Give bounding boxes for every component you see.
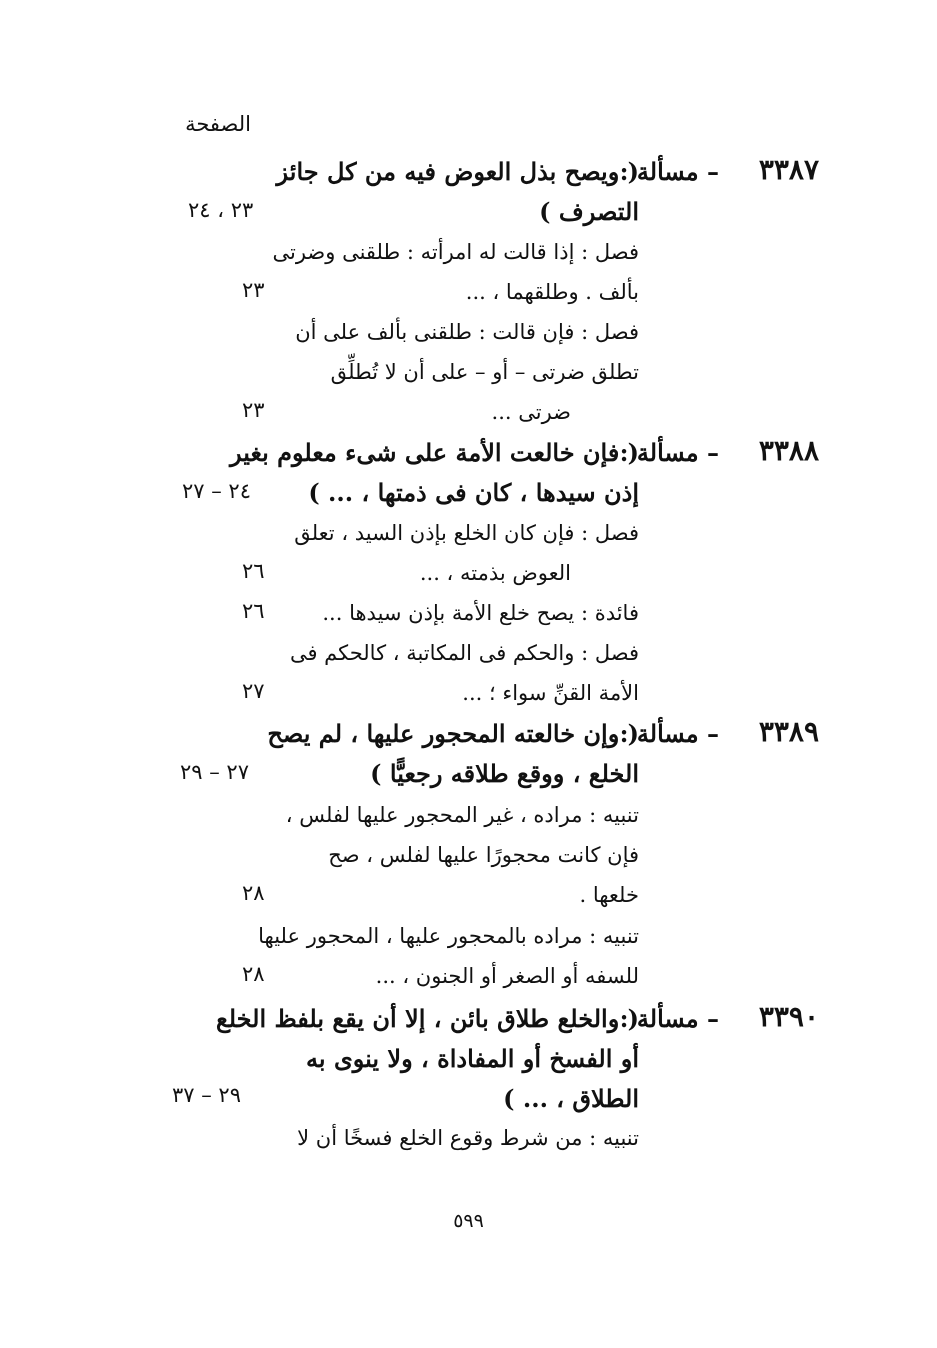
- page-number: ٥٩٩: [453, 1210, 484, 1232]
- sub-line: العوض بذمته ، ...: [419, 561, 571, 585]
- entry-text-line: الخلع ، ووقع طلاقه رجعيًّا ): [370, 759, 639, 788]
- sub-pages: ٢٦: [242, 599, 265, 623]
- sub-line: تنبيه : مراده بالمحجور عليها ، المحجور عليها: [258, 924, 639, 948]
- sub-line: فصل : فإن قالت : طلقنى بألف على أن: [295, 320, 639, 344]
- entry-label: – مسألة :: [619, 157, 719, 186]
- sub-line: فائدة : يصح خلع الأمة بإذن سيدها ...: [322, 601, 639, 625]
- sub-line: للسفه أو الصغر أو الجنون ، ...: [375, 964, 639, 988]
- sub-line: فإن كانت محجورًا عليها لفلس ، صح: [328, 843, 639, 867]
- sub-line: فصل : إذا قالت له امرأته : طلقنى وضرتى: [272, 240, 639, 264]
- page-column-header: الصفحة: [185, 112, 251, 136]
- entry-label: – مسألة :: [619, 1004, 719, 1033]
- entry-number: ٣٣٩٠: [758, 1000, 819, 1033]
- sub-line: ضرتى ...: [491, 400, 571, 424]
- entry-text-line: ( والخلع طلاق بائن ، إلا أن يقع بلفظ الخلع: [215, 1004, 639, 1033]
- entry-pages: ٢٤ – ٢٧: [182, 479, 251, 503]
- sub-line: تنبيه : مراده ، غير المحجور عليها لفلس ،: [285, 803, 639, 827]
- entry-text-line: الطلاق ، ... ): [503, 1084, 639, 1113]
- entry-number: ٣٣٨٨: [758, 434, 819, 467]
- entry-text-line: أو الفسخ أو المفاداة ، ولا ينوى به: [306, 1044, 639, 1073]
- sub-line: الأمة القنِّ سواء ؛ ...: [462, 681, 639, 705]
- entry-number: ٣٣٨٩: [758, 715, 819, 748]
- sub-line: بألف . وطلقهما ، ...: [465, 280, 639, 304]
- sub-line: فصل : فإن كان الخلع بإذن السيد ، تعلق: [294, 521, 639, 545]
- sub-pages: ٢٣: [242, 398, 265, 422]
- entry-pages: ٢٩ – ٣٧: [172, 1083, 241, 1107]
- sub-pages: ٢٨: [242, 962, 265, 986]
- sub-pages: ٢٧: [242, 679, 265, 703]
- sub-pages: ٢٨: [242, 881, 265, 905]
- sub-line: تنبيه : من شرط وقوع الخلع فسخًا أن لا: [297, 1126, 639, 1150]
- sub-line: خلعها .: [579, 883, 639, 907]
- sub-line: تطلق ضرتى – أو – على أن لا تُطلِّق: [330, 360, 639, 384]
- sub-pages: ٢٦: [242, 559, 265, 583]
- entry-text-line: إذن سيدها ، كان فى ذمتها ، ... ): [308, 478, 639, 507]
- entry-text-line: ( وإن خالعته المحجور عليها ، لم يصح: [267, 719, 639, 748]
- entry-label: – مسألة :: [619, 438, 719, 467]
- sub-line: فصل : والحكم فى المكاتبة ، كالحكم فى: [289, 641, 639, 665]
- sub-pages: ٢٣: [242, 278, 265, 302]
- entry-text-line: ( ويصح بذل العوض فيه من كل جائز: [276, 157, 639, 186]
- entry-pages: ٢٣ ، ٢٤: [188, 198, 254, 222]
- entry-pages: ٢٧ – ٢٩: [180, 760, 249, 784]
- entry-text-line: التصرف ): [539, 197, 639, 226]
- entry-label: – مسألة :: [619, 719, 719, 748]
- entry-text-line: ( فإن خالعت الأمة على شىء معلوم بغير: [230, 438, 639, 467]
- entry-number: ٣٣٨٧: [758, 153, 819, 186]
